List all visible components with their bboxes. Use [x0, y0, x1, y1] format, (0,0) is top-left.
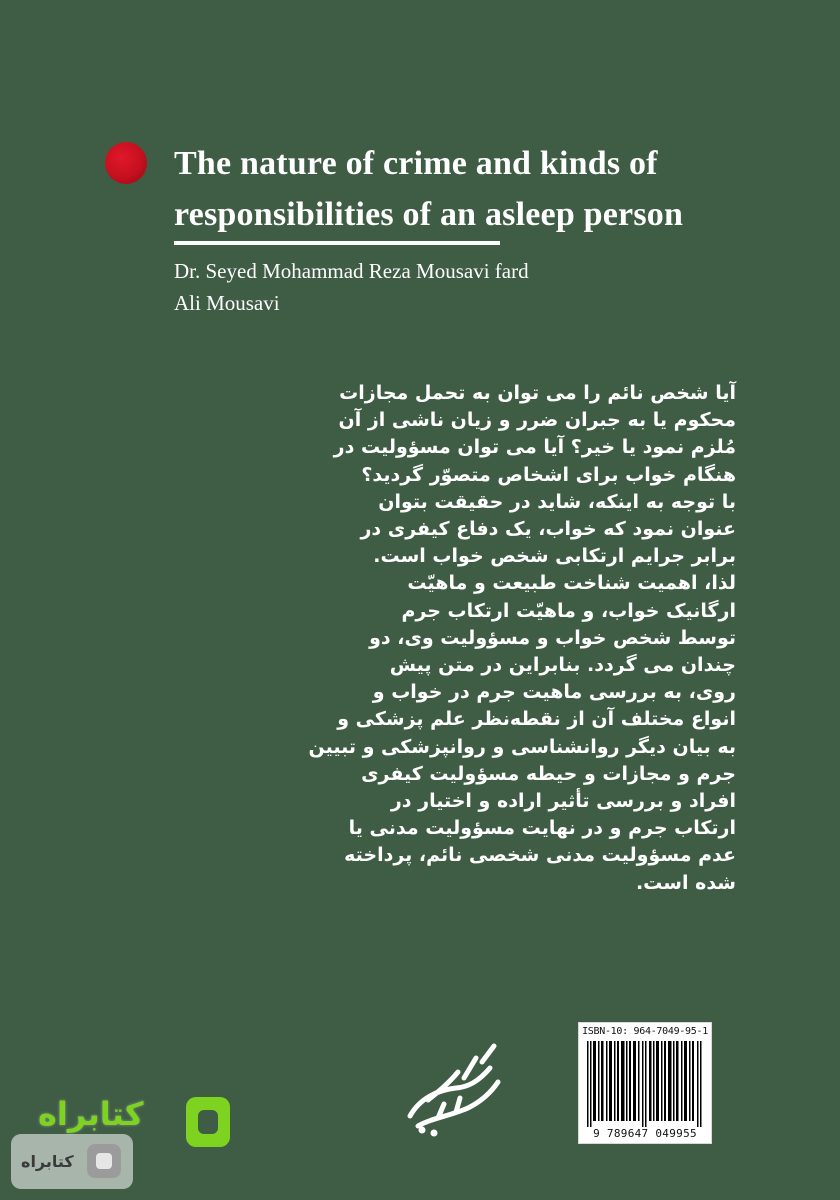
ketabrah-small-logo-icon — [87, 1144, 121, 1178]
description-line: محکوم یا به جبران ضرر و زیان ناشی از آن — [338, 409, 736, 432]
barcode-number: 9 789647 049955 — [593, 1127, 697, 1140]
description-line: انواع مختلف آن از نقطه‌نظر علم پزشکی و — [337, 708, 736, 731]
description-line: برابر جرایم ارتکابی شخص خواب است. — [373, 545, 736, 568]
description-line: روی، به بررسی ماهیت جرم در خواب و — [372, 681, 736, 704]
description-line: ارتکاب جرم و در نهایت مسؤولیت مدنی یا — [348, 817, 736, 840]
description-line: جرم و مجازات و حیطه مسؤولیت کیفری — [361, 762, 736, 785]
description-line: عنوان نمود که خواب، یک دفاع کیفری در — [360, 518, 736, 541]
author-name: Ali Mousavi — [174, 291, 280, 315]
barcode-bars — [585, 1041, 705, 1127]
description-line: افراد و بررسی تأثیر اراده و اختیار در — [390, 790, 736, 813]
publisher-logo-icon — [398, 1038, 508, 1138]
description-line: ارگانیک خواب، و ماهیّت ارتکاب جرم — [401, 599, 736, 622]
red-dot-icon — [105, 142, 147, 184]
description-line: آیا شخص نائم را می توان به تحمل مجازات — [339, 382, 736, 404]
description-line: به بیان دیگر روانشناسی و روانپزشکی و تبیین — [308, 735, 736, 758]
watermark-brand-text: کتابراه — [38, 1095, 144, 1133]
description-line: چندان می گردد. بنابراین در متن پیش — [389, 654, 736, 677]
isbn-label: ISBN-10: 964-7049-95-1 — [582, 1026, 708, 1037]
book-title — [174, 138, 734, 240]
title-line: responsibilities of an asleep person — [174, 196, 684, 233]
description-line: توسط شخص خواب و مسؤولیت وی، دو — [369, 626, 736, 649]
description-line: عدم مسؤولیت مدنی شخصی نائم، پرداخته — [344, 844, 736, 867]
ketabrah-logo-icon — [186, 1097, 230, 1147]
ketabrah-small-badge — [11, 1134, 133, 1189]
description-line: با توجه به اینکه، شاید در حقیقت بتوان — [378, 490, 736, 513]
title-divider — [174, 241, 500, 245]
title-line: The nature of crime and kinds of — [174, 145, 658, 182]
author-name: Dr. Seyed Mohammad Reza Mousavi fard — [174, 259, 529, 283]
watermark-small-text: کتابراه — [21, 1152, 74, 1171]
description-line: مُلزم نمود یا خیر؟ آیا می توان مسؤولیت در — [333, 436, 736, 459]
description-line: هنگام خواب برای اشخاص متصوّر گردید؟ — [361, 463, 736, 486]
description-line: لذا، اهمیت شناخت طبیعت و ماهیّت — [407, 572, 736, 595]
book-description — [256, 380, 736, 897]
isbn-barcode — [578, 1022, 712, 1144]
author-list — [174, 255, 529, 319]
description-line: شده است. — [635, 871, 736, 894]
